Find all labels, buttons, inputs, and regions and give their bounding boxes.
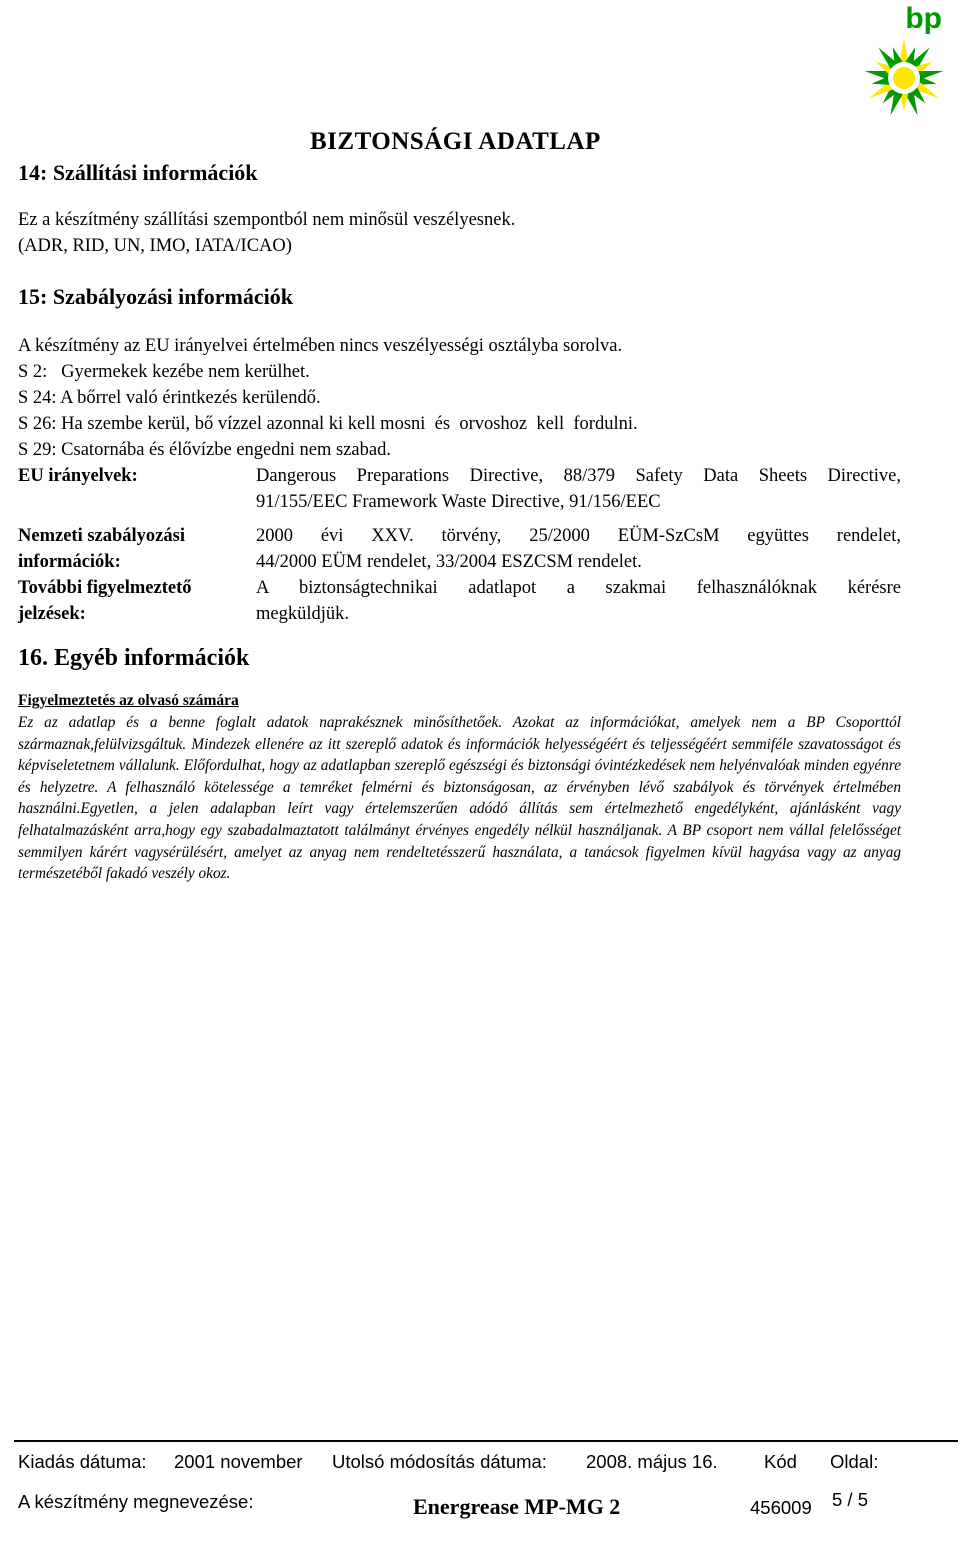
phrase-s26: S 26: Ha szembe kerül, bő vízzel azonnal ki kell mosni és orvoshoz kell fordulni.	[18, 414, 638, 434]
national-regulation-label-1: Nemzeti szabályozási	[18, 526, 185, 546]
bp-logo-text: bp	[905, 2, 942, 35]
helios-icon	[852, 8, 956, 120]
eu-directives-text-1: Dangerous Preparations Directive, 88/379 Safety Data Sheets Directive,	[256, 466, 901, 486]
national-regulation-label-2: információk:	[18, 552, 121, 572]
further-warnings-label-2: jelzések:	[18, 604, 86, 624]
product-name-label: A készítmény megnevezése:	[18, 1491, 254, 1512]
bp-logo	[852, 2, 956, 120]
phrase-s24: S 24: A bőrrel való érintkezés kerülendő.	[18, 388, 321, 408]
section-16-heading: 16. Egyéb információk	[18, 645, 250, 671]
section-14-heading: 14: Szállítási információk	[18, 160, 258, 185]
code-label: Kód	[764, 1451, 797, 1472]
section-15-line-1: A készítmény az EU irányelvei értelmében nincs veszélyességi osztályba sorolva.	[18, 336, 623, 356]
code-value: 456009	[750, 1497, 812, 1518]
section-14-line-2: (ADR, RID, UN, IMO, IATA/ICAO)	[18, 236, 292, 256]
reader-warning-title: Figyelmeztetés az olvasó számára	[18, 692, 239, 709]
modified-date-value: 2008. május 16.	[586, 1451, 718, 1472]
eu-directives-label: EU irányelvek:	[18, 466, 138, 486]
page-number: 5 / 5	[832, 1489, 868, 1510]
document-title: BIZTONSÁGI ADATLAP	[310, 128, 601, 155]
national-regulation-text-1: 2000 évi XXV. törvény, 25/2000 EÜM-SzCsM együttes rendelet,	[256, 526, 901, 546]
footer-divider	[14, 1440, 958, 1442]
modified-date-label: Utolsó módosítás dátuma:	[332, 1451, 547, 1472]
phrase-s2: S 2: Gyermekek kezébe nem kerülhet.	[18, 362, 310, 382]
national-regulation-text-2: 44/2000 EÜM rendelet, 33/2004 ESZCSM rendelet.	[256, 552, 642, 572]
page-label: Oldal:	[830, 1451, 879, 1472]
disclaimer-text: Ez az adatlap és a benne foglalt adatok naprakésznek minősíthetőek. Azokat az információkat, amelyek nem a BP Csoporttól származnak,felülvizsgáltuk. Mindezek ellenére az itt szereplő adatok és információk helyességéért és teljességéért semmiféle szavatosságot és képviseletetnem vállalunk. Előfordulhat, hogy az adatlapban szereplő egészségi és biztonsági óvintézkedések nem helyénvalóak minden egyénre és helyzetre. A felhasználó kötelessége a temréket felmérni és biztonságosan, az érvényben lévő szabályok és törvények értelmében használni.Egyetlen, a jelen adalapban leírt vagy értelemszerűen adódó állítás sem értelmezhető engedélyként, ajánlásként vagy felhatalmazásként arra,hogy egy szabadalmaztatott találmányt érvényes engedély nélkül használjanak. A BP csoport nem vállal felelősséget semmilyen kárért vagysérülésért, amelyet az anyag nem rendeltetésszerű használata, a tanácsok figyelmen kívül hagyása vagy az anyag természetéből fakadó veszély okoz.	[18, 714, 901, 883]
issue-date-label: Kiadás dátuma:	[18, 1451, 147, 1472]
further-warnings-label-1: További figyelmeztető	[18, 578, 192, 598]
section-14-line-1: Ez a készítmény szállítási szempontból nem minősül veszélyesnek.	[18, 210, 516, 230]
further-warnings-text-2: megküldjük.	[256, 604, 350, 624]
section-15-heading: 15: Szabályozási információk	[18, 284, 293, 309]
product-name-value: Energrease MP-MG 2	[413, 1494, 621, 1519]
eu-directives-text-2: 91/155/EEC Framework Waste Directive, 91/156/EEC	[256, 492, 661, 512]
phrase-s29: S 29: Csatornába és élővízbe engedni nem szabad.	[18, 440, 391, 460]
further-warnings-text-1: A biztonságtechnikai adatlapot a szakmai felhasználóknak kérésre	[256, 578, 901, 598]
issue-date-value: 2001 november	[174, 1451, 303, 1472]
